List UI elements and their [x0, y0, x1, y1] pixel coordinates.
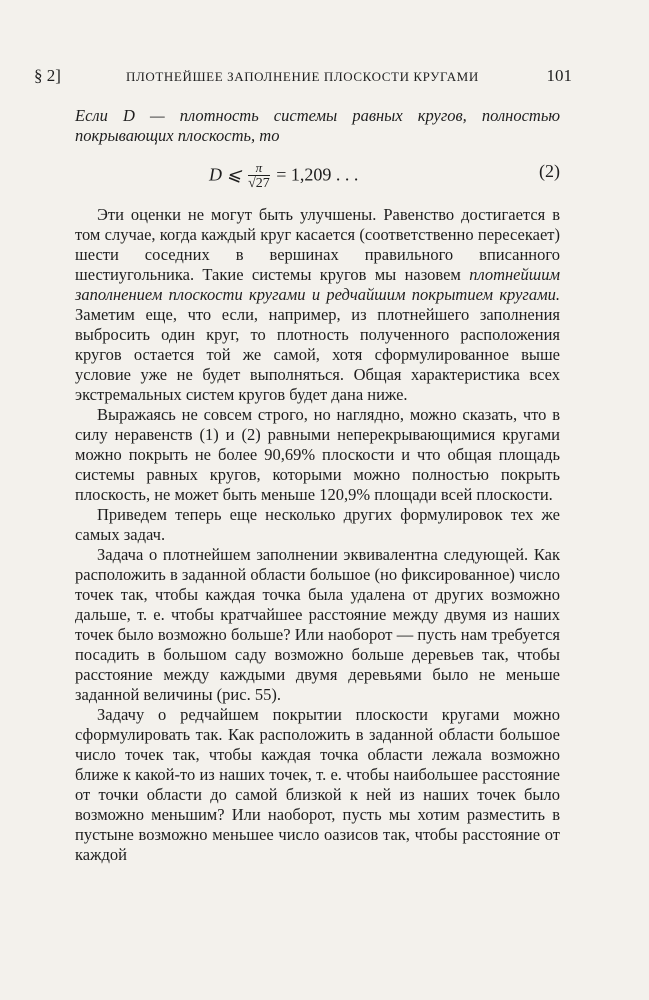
formula-expression: [209, 161, 358, 192]
paragraph: Выражаясь не совсем строго, но наглядно, можно сказать, что в силу неравенств (1) и (2) равными неперекрывающимися кругами можно покрыть не более 90,69% плоскости и что общая площадь системы равных кругов, которыми можно полностью покрыть плоскость, не может быть меньше 120,9% площади всей плоскости.: [75, 405, 560, 504]
formula-2: [75, 157, 560, 197]
term-emphasis: плотнейшим заполнением плоскости кругами и редчайшим покрытием кругами.: [75, 265, 560, 304]
lead-text: Если D — плотность системы равных кругов, полностью покрывающих плоскость, то: [75, 106, 560, 145]
formula-lhs: D ⩽: [209, 164, 242, 185]
section-marker: § 2]: [34, 66, 61, 85]
formula-numerator: π: [248, 161, 270, 176]
formula-denominator: √27: [248, 176, 270, 191]
running-header: [34, 66, 572, 90]
paragraph-text: Заметим еще, что если, например, из плотнейшего заполнения выбросить один круг, то плотность полученного расположения кругов остается той же самой, хотя сформулированное выше условие уже не будет выполняться. Общая характеристика всех экстремальных систем кругов будет дана ниже.: [75, 305, 560, 404]
paragraph-text: Эти оценки не могут быть улучшены. Равенство достигается в том случае, когда каждый круг касается (соответственно пересекает) шести соседних в вершинах правильного вписанного шестиугольника. Такие системы кругов мы назовем: [75, 205, 560, 284]
paragraph: Задача о плотнейшем заполнении эквивалентна следующей. Как расположить в заданной области большое (но фиксированное) число точек так, чтобы каждая точка была удалена от других возможно дальше, т. е. чтобы кратчайшее расстояние между двумя из наших точек было возможно больше? Или наоборот — пусть нам требуется посадить в большом саду возможно больше деревьев так, чтобы расстояние между каждыми двумя деревьями было не меньше заданной величины (рис. 55).: [75, 545, 560, 704]
formula-rhs: = 1,209 . . .: [276, 164, 359, 185]
formula-fraction: [248, 161, 270, 192]
lead-statement: [75, 106, 560, 146]
running-title: ПЛОТНЕЙШЕЕ ЗАПОЛНЕНИЕ ПЛОСКОСТИ КРУГАМИ: [126, 69, 479, 84]
equation-number: (2): [539, 161, 560, 181]
paragraph: Приведем теперь еще несколько других формулировок тех же самых задач.: [75, 505, 560, 544]
body-text: [75, 205, 560, 865]
page-number: 101: [546, 66, 572, 85]
paragraph: [75, 205, 560, 405]
paragraph: Задачу о редчайшем покрытии плоскости кругами можно сформулировать так. Как расположить в заданной области большое число точек так, чтобы каждая точка области лежала возможно ближе к какой-то из наших точек, т. е. чтобы наибольшее расстояние от точки области до самой близкой к ней из наших точек было возможно меньшим? Или наоборот, пусть мы хотим разместить в пустыне возможно меньшее число оазисов так, чтобы расстояние от каждой: [75, 705, 560, 864]
